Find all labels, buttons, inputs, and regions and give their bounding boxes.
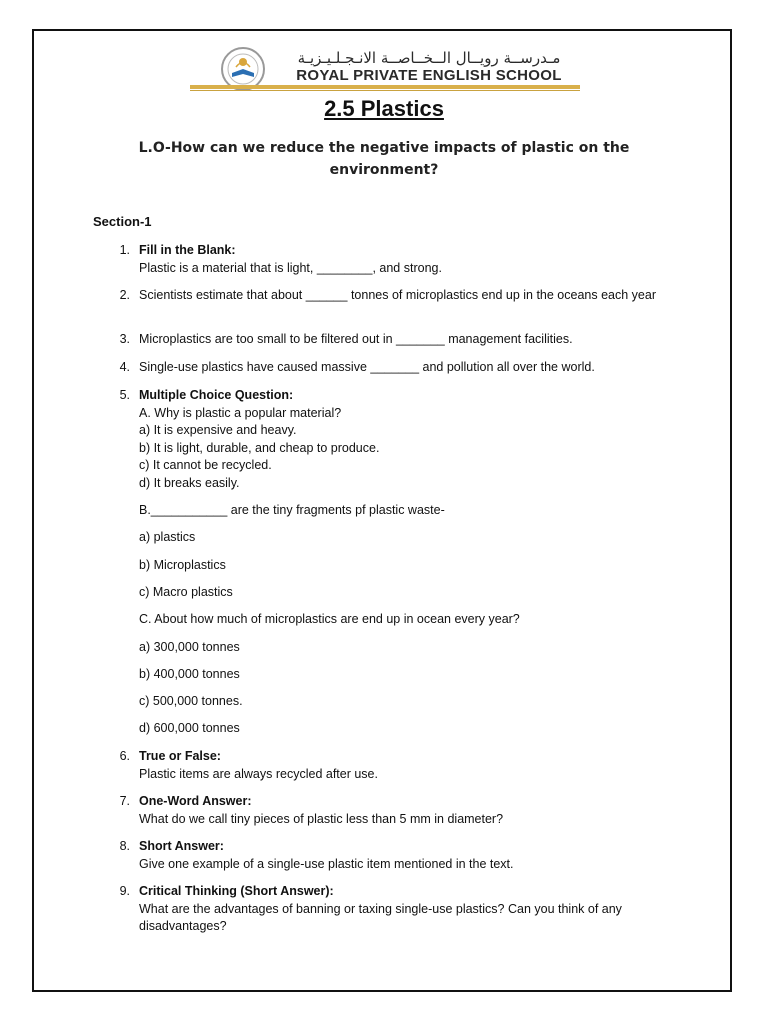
question-heading: Fill in the Blank:	[139, 243, 236, 257]
mcq-c-option: c) 500,000 tonnes.	[139, 694, 243, 708]
mcq-c-option: b) 400,000 tonnes	[139, 667, 240, 681]
question-text: Plastic is a material that is light, ________, and strong.	[139, 260, 442, 275]
mcq-a-question: A. Why is plastic a popular material?	[139, 405, 342, 420]
mcq-c-option: a) 300,000 tonnes	[139, 640, 240, 654]
mcq-a-option: a) It is expensive and heavy.	[139, 423, 297, 437]
question-heading: Multiple Choice Question:	[139, 388, 294, 402]
question-heading: One-Word Answer:	[139, 794, 252, 808]
question-number: 4.	[119, 360, 130, 374]
question-number: 6.	[119, 749, 130, 763]
mcq-a-option: c) It cannot be recycled.	[139, 458, 272, 472]
mcq-c-question: C. About how much of microplastics are end up in ocean every year?	[139, 612, 520, 626]
header-divider	[190, 85, 580, 89]
question-number: 8.	[119, 839, 130, 853]
question-number: 2.	[119, 288, 130, 302]
question-heading: True or False:	[139, 749, 221, 763]
question-heading: Critical Thinking (Short Answer):	[139, 884, 334, 898]
question-text: Give one example of a single-use plastic item mentioned in the text.	[139, 856, 514, 871]
question-heading: Short Answer:	[139, 839, 224, 853]
mcq-b-option: b) Microplastics	[139, 558, 226, 572]
question-number: 5.	[119, 388, 130, 402]
question-text: Microplastics are too small to be filtered out in _______ management facilities.	[139, 332, 573, 346]
section-label: Section-1	[93, 214, 152, 229]
question-text: Plastic items are always recycled after use.	[139, 766, 378, 781]
question-text: What do we call tiny pieces of plastic less than 5 mm in diameter?	[139, 811, 504, 826]
school-name-arabic: مـدرســة رويــال الــخــاصــة الانـجـلـيـزيـة	[297, 49, 561, 67]
question-number: 9.	[119, 884, 130, 898]
mcq-a-option: d) It breaks easily.	[139, 475, 240, 490]
question-text: Scientists estimate that about ______ tonnes of microplastics end up in the oceans each year	[139, 288, 656, 302]
learning-objective: L.O-How can we reduce the negative impacts of plastic on the environment?	[138, 140, 630, 178]
school-name-english: ROYAL PRIVATE ENGLISH SCHOOL	[296, 67, 562, 84]
question-text: Single-use plastics have caused massive _______ and pollution all over the world.	[139, 360, 595, 374]
question-number: 3.	[119, 332, 130, 346]
question-text: What are the advantages of banning or taxing single-use plastics? Can you think of any disadvantages?	[139, 901, 622, 933]
question-number: 7.	[119, 794, 130, 808]
mcq-b-option: a) plastics	[139, 530, 196, 544]
question-number: 1.	[119, 243, 130, 257]
header-divider-thin	[190, 90, 580, 91]
mcq-b-question: B.___________ are the tiny fragments pf plastic waste-	[139, 503, 445, 517]
page-title: 2.5 Plastics	[324, 96, 444, 121]
mcq-c-option: d) 600,000 tonnes	[139, 721, 240, 735]
mcq-b-option: c) Macro plastics	[139, 585, 233, 599]
mcq-a-option: b) It is light, durable, and cheap to produce.	[139, 440, 380, 455]
